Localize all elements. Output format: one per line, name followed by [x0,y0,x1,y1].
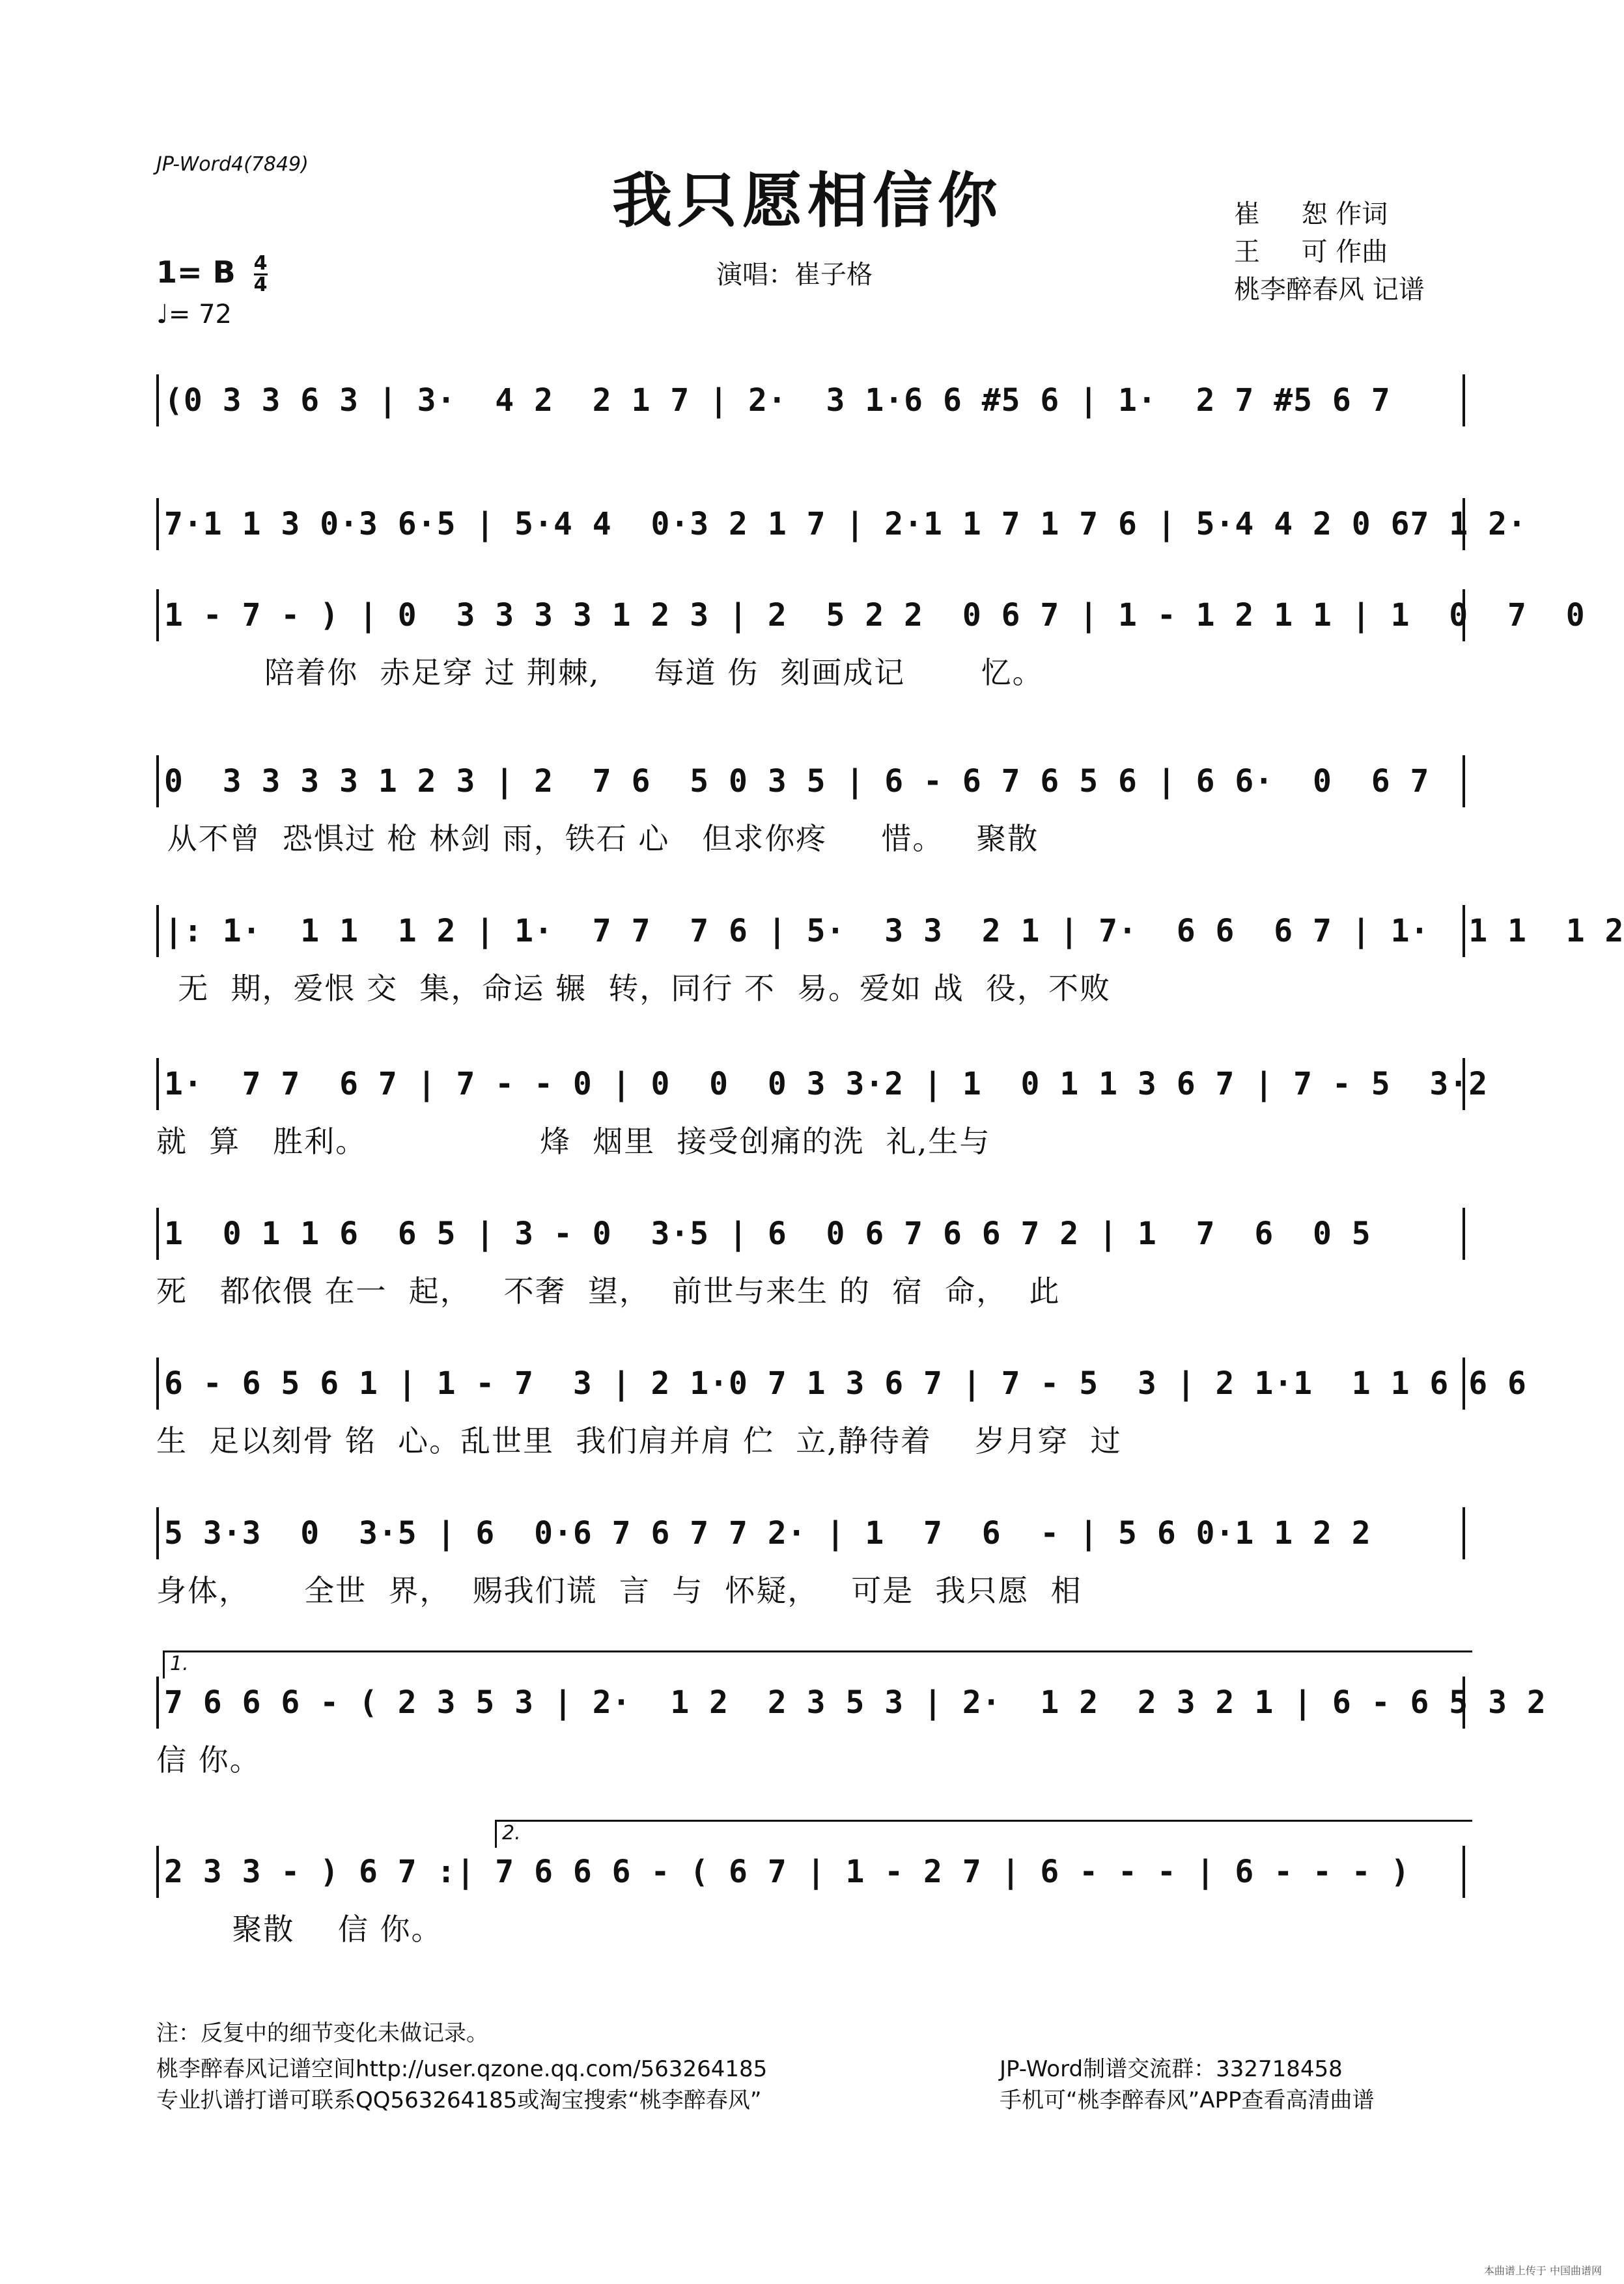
lyrics-line: 身体， 全世 界， 赐我们谎 言 与 怀疑， 可是 我只愿 相 [156,1573,1082,1608]
notes-line: 2 3 3 - ) 6 7 :| 7 6 6 6 - ( 6 7 | 1 - 2 7 | 6 - - - | 6 - - - ) [156,1846,1465,1898]
tempo-mark: ♩= 72 [156,299,232,329]
notes-line: 1 - 7 - ) | 0 3 3 3 3 1 2 3 | 2 5 2 2 0 6 7 | 1 - 1 2 1 1 | 1 0 7 0 [156,589,1465,641]
notes-line: 1 0 1 1 6 6 5 | 3 - 0 3·5 | 6 0 6 7 6 6 7 2 | 1 7 6 0 5 [156,1208,1465,1260]
lyrics-line: 信 你。 [156,1742,261,1777]
singer-credit: 演唱：崔子格 [716,260,873,290]
key-signature [156,254,268,295]
footer-left-line-2: 专业扒谱打谱可联系QQ563264185或淘宝搜索“桃李醉春风” [156,2087,762,2113]
upload-stamp: 本曲谱上传于 中国曲谱网 [1483,2264,1602,2277]
first-ending-bracket [163,1650,1472,1678]
software-tag: JP-Word4(7849) [156,153,309,176]
notes-line: 1· 7 7 6 7 | 7 - - 0 | 0 0 0 3 3·2 | 1 0 1 1 3 6 7 | 7 - 5 3·2 [156,1058,1465,1110]
second-ending-bracket [495,1820,1472,1848]
notes-line: 6 - 6 5 6 1 | 1 - 7 3 | 2 1·0 7 1 3 6 7 | 7 - 5 3 | 2 1·1 1 1 6 6 6 [156,1358,1465,1410]
lyrics-line: 就 算 胜利。 烽 烟里 接受创痛的洗 礼,生与 [156,1124,991,1159]
lyricist-credit: 崔 恕 作词 [1234,199,1388,229]
transcriber-credit: 桃李醉春风 记谱 [1234,275,1425,305]
notes-line: (0 3 3 6 3 | 3· 4 2 2 1 7 | 2· 3 1·6 6 #5 6 | 1· 2 7 #5 6 7 [156,374,1465,426]
page-title: 我只愿相信你 [611,165,1003,236]
footer-left-line-1: 桃李醉春风记谱空间http://user.qzone.qq.com/563264185 [156,2056,768,2082]
lyrics-line: 死 都依偎 在一 起， 不奢 望， 前世与来生 的 宿 命， 此 [156,1274,1061,1309]
notes-line: 5 3·3 0 3·5 | 6 0·6 7 6 7 7 2· | 1 7 6 - | 5 6 0·1 1 2 2 [156,1507,1465,1559]
lyrics-line: 从不曾 恐惧过 枪 林剑 雨，铁石 心 但求你疼 惜。 聚散 [156,821,1039,856]
volta-label: 1. [170,1652,189,1675]
lyrics-line: 无 期，爱恨 交 集，命运 辗 转，同行 不 易。爱如 战 役，不败 [156,971,1111,1006]
key-label: 1= B [156,255,236,290]
footer-right-line-1: JP-Word制谱交流群：332718458 [1000,2056,1343,2082]
volta-label: 2. [502,1822,521,1845]
time-sig-top: 4 [253,252,268,275]
notes-line: |: 1· 1 1 1 2 | 1· 7 7 7 6 | 5· 3 3 2 1 | 7· 6 6 6 7 | 1· 1 1 1 2 [156,905,1465,957]
credits [1234,195,1425,309]
notes-line: 7 6 6 6 - ( 2 3 5 3 | 2· 1 2 2 3 5 3 | 2· 1 2 2 3 2 1 | 6 - 6 5 3 2 [156,1677,1465,1729]
composer-credit: 王 可 作曲 [1234,237,1388,267]
footer-right-line-2: 手机可“桃李醉春风”APP查看高清曲谱 [1000,2087,1375,2113]
time-sig-bottom: 4 [253,273,268,296]
footer-note: 注：反复中的细节变化未做记录。 [156,2020,488,2046]
lyrics-line: 生 足以刻骨 铭 心。乱世里 我们肩并肩 伫 立,静待着 岁月穿 过 [156,1423,1122,1458]
time-signature [254,254,268,295]
notes-line: 0 3 3 3 3 1 2 3 | 2 7 6 5 0 3 5 | 6 - 6 7 6 5 6 | 6 6· 0 6 7 [156,755,1465,807]
notes-line: 7·1 1 3 0·3 6·5 | 5·4 4 0·3 2 1 7 | 2·1 1 7 1 7 6 | 5·4 4 2 0 67 1 2· [156,498,1465,550]
lyrics-line: 聚散 信 你。 [156,1912,443,1947]
lyrics-line: 陪着你 赤足穿 过 荆棘, 每道 伤 刻画成记 忆。 [156,655,1044,690]
